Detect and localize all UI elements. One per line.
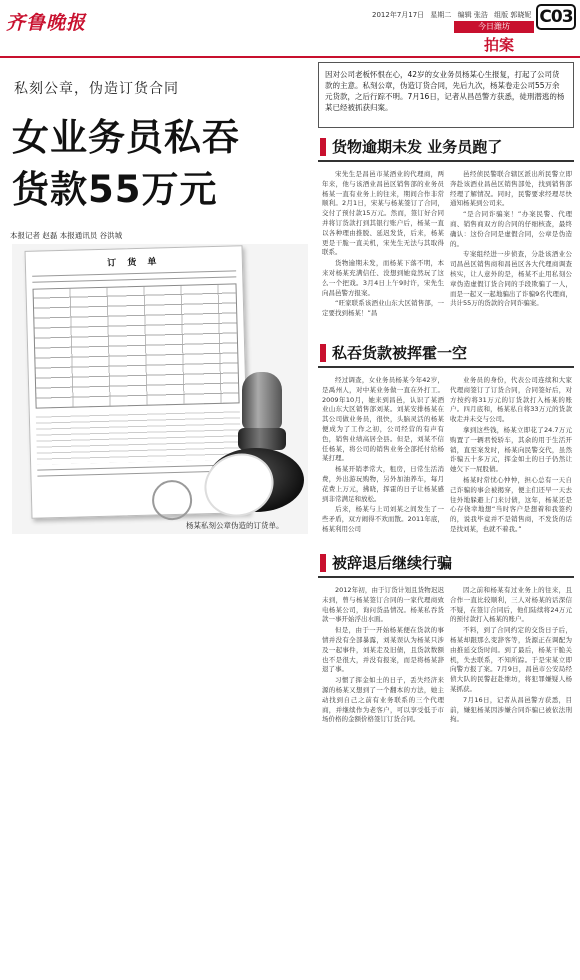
lead-paragraph: 因对公司老板怀恨在心，42岁的女业务员杨某心生报复，打起了公司货款的主意。私刻公章，伪造订货合同，先后九次，杨某卷走公司55万余元货款，之后行踪不明。7月16日，记者从昌邑警方获悉，徒刑潜逃的杨某已经被抓获归案。	[325, 70, 565, 112]
designer-credit: 组版 郭晓妮	[494, 11, 532, 19]
issue-meta	[372, 10, 535, 20]
newspaper-logo: 齐鲁晚报	[6, 12, 87, 34]
article-subhead: 私刻公章，伪造订货合同	[14, 81, 179, 97]
article-headline	[12, 112, 240, 216]
section-2-column-2: 业务员的身份，代表公司连续和大家代理商签订了订货合同，合同签好后，对方按约将31万元的订货款打入杨某的账户。四月底和，杨某私自将33万元的货款收走并未交与公司。 拿到这些钱，杨某立即花了24.7万元购置了一辆君悦轿车，其余的用于生活开销，直至案发时，杨某向民警交代，虽然诈骗五十多万元，挥金如土的日子仍然让她欠下一屁股债。 杨某时常忧心忡忡，担心总有一天自己诈骗的事会被揭穿，便主们还早一天去往外地躲避上门来讨债，这年，杨某还是心存侥幸地想“当时客户是想着和我签约的，说我毕竟并不是销售商，不发货的话是找刘某，也就不着我。”	[450, 376, 572, 533]
section-1-column-1: 宋先生是昌邑市某酒业的代理商，两年来，他与该酒业昌邑区销售部的业务员杨某一直有业务上的往来，期间合作非常顺利。2月1日，宋某与杨某签订了合同，交付了预付款15万元。然而，签订好合同并将订货款打到其银行账户后，杨某一直以各种理由推脱、延迟发货，后来，杨某更是干脆一直关机，宋先生无法与其取得联系。 货物逾期未发，而杨某下落不明，本来对杨某充满信任、没想到她竟然玩了这么一个把戏。3月4日上午9时许，宋先生向昌邑警方报案。 “旺家联系该酒业山东大区销售部，一定要找到杨某！”昌	[322, 170, 444, 318]
article-byline: 本报记者 赵磊 本报通讯员 谷洪城	[10, 231, 123, 240]
headline-line-1: 女业务员私吞	[12, 116, 240, 159]
issue-date: 2012年7月17日	[372, 11, 425, 19]
editor-credit: 编辑 张浩	[457, 11, 488, 19]
column-name: 拍案	[484, 36, 515, 54]
section-3-column-2: 因之前和杨某有过业务上的往来，且合作一直比较顺利，三人对杨某的话深信不疑，在签订合同后，他们陆续将24万元的预付款打入杨某的账户。 不料，到了合同约定的交货日子后，杨某却跟那么变辞客等，货源正在调配为由推延交货时间。到了最后，杨某干脆关机，失去联系，不知所踪。于是宋某立即向警方报了案。7月9日，昌邑市公安局经侦大队的民警赶赴维坊，将犯罪嫌疑人杨某抓获。 7月16日，记者从昌邑警方获悉，目前，嫌犯杨某因涉嫌合同诈骗已被依法刑拘。	[450, 586, 572, 724]
section-heading-3: 被辞退后继续行骗	[318, 548, 574, 578]
section-heading-1: 货物逾期未发 业务员跑了	[318, 132, 574, 162]
rubber-stamp-icon	[200, 372, 308, 522]
article-photo	[12, 244, 308, 534]
section-2-column-1: 经过调查，女业务员杨某今年42岁，是禹州人，对中某业务做一直在外打工。2009年10月，她来到昌邑，认识了某酒业山东大区销售部刘某。刘某安排杨某在其公司做业务员，很快，头脑灵活的杨某便成为了工作之初，公司经营的有声有色，销售业绩高居全县。但是，刘某不信任杨某，将公司的销售业务全部托付给杨某打理。 杨某开销孝常大，租房，日常生活消费，外出游玩购物，另外加油养车，每月花费上万元，拂晓，挥霍的日子让杨某感到非常满足和放松。 后来，杨某与上司刘某之间发生了一些矛盾，双方闹得不欢而散。2011年底，杨某利用公司	[322, 376, 444, 533]
masthead	[0, 0, 580, 60]
section-name: 今日潍坊	[454, 21, 534, 33]
page-number: C03	[536, 4, 576, 30]
section-heading-2: 私吞货款被挥霍一空	[318, 338, 574, 368]
section-1-column-2: 邑经侦民警联合辖区派出所民警立即奔赴该酒业昌邑区销售部处，找到销售部经理了解情况。同时，民警要求经理尽快通知杨某到公司来。 “是合同诈骗案！”办案民警、代理商、销售商双方的合同的仔细核查，最终确认：这份合同是虚假合同，公章是伪造的。 专案组经进一步侦查，分赴该酒业公司昌邑区销售商和昌邑区各大代理商调查核实，让人意外的是，杨某不止用私刻公章伪造虚假订货合同的手段欺骗了一人，而是一起又一起地骗出了诈骗9名代理商，共计55万的货款的合同诈骗案。	[450, 170, 572, 308]
photo-caption: 杨某私刻公章伪造的订货单。	[186, 521, 284, 530]
lead-box	[318, 62, 574, 128]
issue-weekday: 星期二	[430, 11, 452, 19]
section-3-column-1: 2012年初，由于订货计划且货物迟迟未到，曾与杨某签订合同的一家代理商致电杨某公司，询问货品情况。杨某私吞货款一事开始浮出水面。 但是，由于一开始杨某便在货款的事情并没有全部暴露，刘某误认为杨某只涉及一起事件，刘某走及旧债，且货款数额也不是很大，并没有报案，而是将杨某辞退了事。 习惯了挥金如土的日子，丢失经济来源的杨某又想到了一个翻本的方法，她主动找到自己之前有业务联系的三个代理商，并继续作为老客户，可以享受低于市场价格的金额价格签订订货合同。	[322, 586, 444, 724]
order-form-title: 订 货 单	[107, 257, 161, 269]
headline-line-2: 货款55万元	[12, 168, 218, 211]
seal-icon	[152, 480, 193, 521]
masthead-rule	[0, 56, 580, 58]
